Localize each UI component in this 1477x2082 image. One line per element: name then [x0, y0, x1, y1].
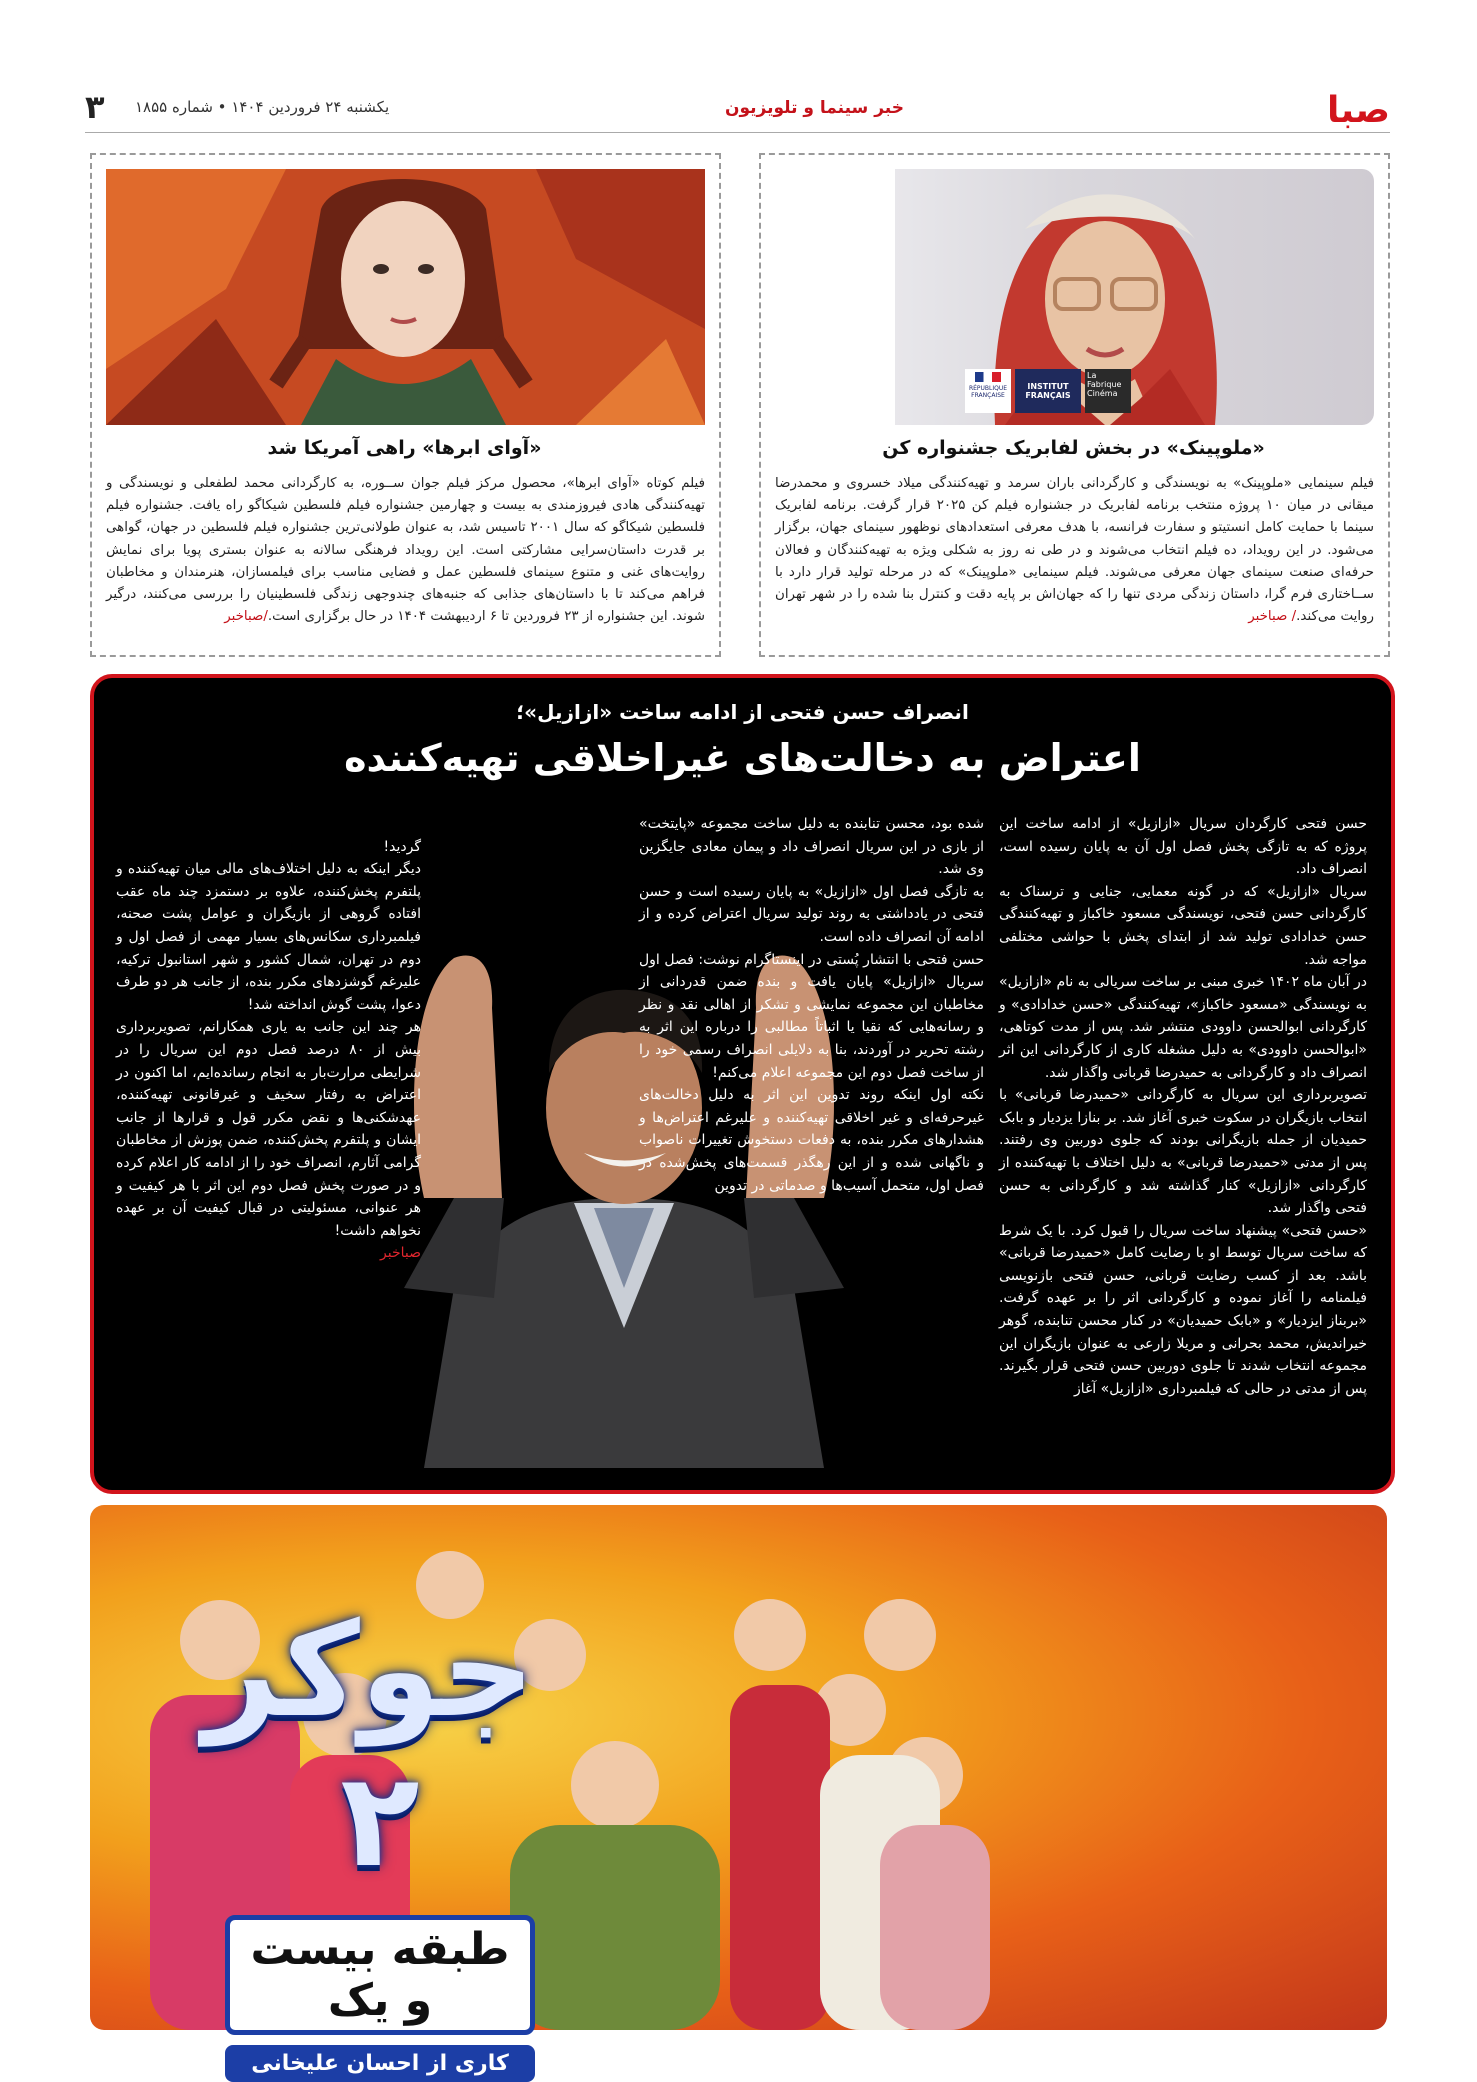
- melopink-photo: [775, 169, 1374, 425]
- page-header: [85, 88, 1390, 133]
- logo-la-fabrique: La Fabrique Cinéma: [1085, 369, 1131, 413]
- story-credit: صباخبر: [380, 1245, 421, 1262]
- dateline: یکشنبه ۲۴ فروردین ۱۴۰۴ • شماره ۱۸۵۵: [135, 98, 390, 116]
- main-story: [90, 674, 1395, 1494]
- logo-republique: RÉPUBLIQUE FRANÇAISE: [965, 369, 1011, 413]
- joker-title: [203, 1594, 535, 2082]
- painted-girl-illustration: [106, 169, 705, 425]
- news-box-melopink: [759, 153, 1390, 657]
- avaye-abrha-body: فیلم کوتاه «آوای ابرها»، محصول مرکز فیلم جوان ســوره، به کارگردانی محمد لطفعلی و نویسندگی و تهیه‌کنندگی هادی فیروزمندی به بیست و چهارمین جشنواره فیلم فلسطین شیکاگو راه یافت. جشنواره فیلم فلسطین شیکاگو که سال ۲۰۰۱ تاسیس شد، به عنوان طولانی‌ترین جشنواره فیلم فلسطین در جهان، گواهی بر قدرت داستان‌سرایی مشارکتی است. این رویداد فرهنگی سالانه به عنوان بستری پویا برای نمایش روایت‌های غنی و متنوع سینمای فلسطین عمل و فضایی مناسب برای فیلمسازان، هنرمندان و مخاطبان فراهم می‌کند تا با داستان‌های جذابی که جنبه‌های چندوجهی زندگی فلسطینیان را بررسی می‌کنند، درگیر شوند. این جشنواره از ۲۳ فروردین تا ۶ اردیبهشت ۱۴۰۴ در حال برگزاری است./صباخبر: [106, 476, 705, 625]
- joker-subtitle: طبقه بیست و یک: [225, 1915, 535, 2035]
- melopink-credit: / صباخبر: [1248, 609, 1297, 625]
- melopink-body: فیلم سینمایی «ملوپینک» به نویسندگی و کارگردانی باران سرمد و تهیه‌کنندگی میلاد خسروی و محمدرضا میقانی در میان ۱۰ پروژه منتخب برنامه لفابریک در جشنواره فیلم کن ۲۰۲۵ قرار گرفت. برنامه لفابریک سینما با حمایت کامل انستیتو و سفارت فرانسه، با هدف معرفی استعدادهای نوظهور سینمای جهان، برگزار می‌شود. در این رویداد، ده فیلم انتخاب می‌شوند و در طی نه روز به شکلی ویژه به تهیه‌کنندگان و فعالان حرفه‌ای صنعت سینمای جهان معرفی می‌شوند. فیلم سینمایی «ملوپینک» که در مرحله تولید قرار دارد با ســاختاری فرم گرا، داستان زندگی مردی تنها را که جهان‌اش بر پایه دقت و کنترل بنا شده را در شهر تهران روایت می‌کند./ صباخبر: [775, 476, 1375, 625]
- avaye-abrha-title: «آوای ابرها» راهی آمریکا شد: [267, 437, 542, 459]
- logo-institut-francais: INSTITUT FRANÇAIS: [1015, 369, 1081, 413]
- story-column-middle: شده بود، محسن تنابنده به دلیل ساخت مجموعه «پایتخت» از بازی در این سریال انصراف داد و پیمان معادی جایگزین وی شد. به تازگی فصل اول «ازازیل» به پایان رسیده است و حسن فتحی در یادداشتی به روند تولید سریال اعتراض کرده و از ادامه آن انصراف داده است. حسن فتحی با انتشار پُستی در اینستاگرام نوشت: فصل اول سریال «ازازیل» پایان یافت و بنده ضمن قدردانی از مخاطبان این مجموعه نمایشی و تشکر از اهالی نقد و نظر و رسانه‌هایی که نقیا یا اثباتاً مطالبی را درباره این اثر به رشته تحریر در آوردند، بنا به دلایلی انصراف رسمی خود را از ساخت فصل دوم این مجموعه اعلام می‌کنم! نکته اول اینکه روند تدوین این اثر به دلیل دخالت‌های غیرحرفه‌ای و غیر اخلاقی تهیه‌کننده و علیرغم اعتراض‌ها و هشدارهای مکرر بنده، به دفعات دستخوش تغییرات ناصواب و ناگهانی شده و از این رهگذر قسمت‌های پخش‌شده در فصل اول، متحمل آسیب‌ها و صدماتی در تدوین: [639, 816, 984, 1194]
- story-kicker: انصراف حسن فتحی از ادامه ساخت «ازازیل»؛: [516, 700, 969, 724]
- story-column-left: گردید! دیگر اینکه به دلیل اختلاف‌های مالی میان تهیه‌کننده و پلتفرم پخش‌کننده، علاوه بر دستمزد چند ماه عقب افتاده گروهی از بازیگران و عوامل پشت صحنه، فیلمبرداری سکانس‌های بسیار مهمی از فصل اول و دوم در تهران، شمال کشور و شهر استانبول ترکیه، علیرغم گوشزدهای مکرر بنده، از جانب هر دو طرف دعوا، پشت گوش انداخته شد! هر چند این جانب به یاری همکارانم، تصویربرداری بیش از ۸۰ درصد فصل دوم این سریال را در شرایطی مرارت‌بار به انجام رسانده‌ایم، اما اکنون در اعتراض به رفتار سخیف و غیرقانونی تهیه‌کننده، عهدشکنی‌ها و نقض مکرر قول و قرارها از جانب ایشان و پلتفرم پخش‌کننده، ضمن پوزش از مخاطبان گرامی آثارم، انصراف خود را از ادامه کار اعلام کرده و در صورت پخش فصل دوم این اثر با هر کیفیت و هر عنوانی، مسئولیتی در قبال کیفیت آن بر عهده نخواهم داشت! صباخبر: [116, 813, 421, 1287]
- section-title: خبر سینما و تلویزیون: [725, 98, 904, 118]
- news-box-avaye-abrha: [90, 153, 721, 657]
- story-column-right: حسن فتحی کارگردان سریال «ازازیل» از ادامه ساخت این پروژه که به تازگی پخش فصل اول آن به پایان رسیده است، انصراف داد. سریال «ازازیل» که در گونه معمایی، جنایی و ترسناک به کارگردانی حسن فتحی، نویسندگی مسعود خاکباز و تهیه‌کنندگی حسن خدادادی تولید شد از ابتدای پخش با حواشی مختلفی مواجه شد. در آبان ماه ۱۴۰۲ خبری مبنی بر ساخت سریالی به نام «ازازیل» به نویسندگی «مسعود خاکباز»، تهیه‌کنندگی «حسن خدادادی» و کارگردانی ابوالحسن داوودی منتشر شد. پس از مدت کوتاهی، «ابوالحسن داوودی» به دلیل مشغله کاری از کارگردانی این اثر انصراف داد و کارگردانی به حمیدرضا قربانی واگذار شد. تصویربرداری این سریال به کارگردانی «حمیدرضا قربانی» با انتخاب بازیگران در سکوت خبری آغاز شد. بر بنازا یزدیار و بابک حمیدیان از جمله بازیگرانی بودند که جلوی دوربین وی رفتند. پس از مدتی «حمیدرضا قربانی» به دلیل اختلاف با تهیه‌کننده از کارگردانی «ازازیل» کنار گذاشته شد و کارگردانی به حسن فتحی واگذار شد. «حسن فتحی» پیشنهاد ساخت سریال را قبول کرد. با یک شرط که ساخت سریال توسط او با رضایت کامل «حمیدرضا قربانی» باشد. بعد از کسب رضایت قربانی، حسن فتحی بازنویسی فیلمنامه را آغاز نموده و کارگردانی اثر را بر عهده گرفت. «بربناز ایزدیار» و «بابک حمیدیان» در کنار محسن تنابنده، گوهر خیراندیش، محمد بحرانی و مریلا زارعی به عنوان بازیگران این مجموعه انتخاب شدند تا جلوی دوربین حسن فتحی قرار بگیرند. پس از مدتی در حالی که فیلمبرداری «ازازیل» آغاز: [999, 816, 1367, 1397]
- newspaper-logo: صبا: [1327, 90, 1390, 131]
- page-number: ۳: [85, 88, 105, 126]
- avaye-abrha-photo: [106, 169, 705, 425]
- avaye-abrha-credit: /صباخبر: [224, 609, 268, 625]
- joker-byline: کاری از احسان علیخانی: [225, 2045, 535, 2082]
- joker-banner: [90, 1505, 1387, 2076]
- story-headline: اعتراض به دخالت‌های غیراخلاقی تهیه‌کننده: [344, 736, 1141, 780]
- joker-logo-text: جوکر ۲: [203, 1594, 535, 1896]
- melopink-title: «ملوپینک» در بخش لفابریک جشنواره کن: [882, 437, 1265, 459]
